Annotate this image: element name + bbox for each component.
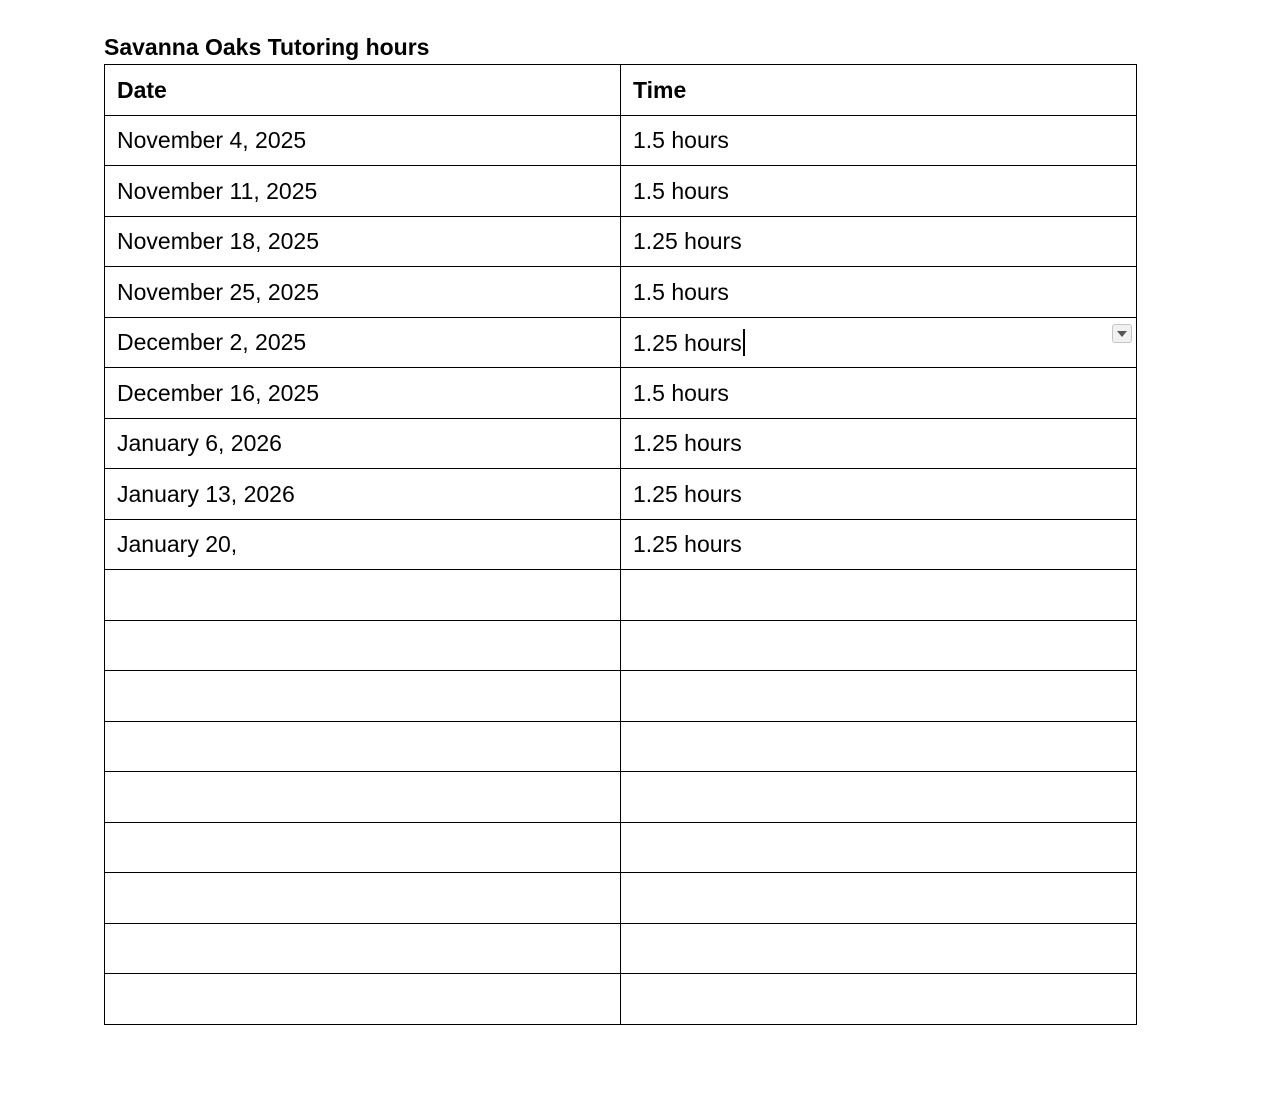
- date-cell[interactable]: [105, 822, 621, 873]
- time-cell[interactable]: [621, 873, 1137, 924]
- table-row: [105, 418, 1137, 469]
- date-cell-text: November 18, 2025: [117, 228, 320, 255]
- table-row: [105, 368, 1137, 419]
- table-row: [105, 216, 1137, 267]
- time-cell[interactable]: [621, 570, 1137, 621]
- table-row: [105, 570, 1137, 621]
- time-cell-text: 1.5 hours: [633, 379, 729, 406]
- tutoring-hours-table: [104, 64, 1137, 1025]
- time-cell[interactable]: [621, 469, 1137, 520]
- table-header-row: [105, 65, 1137, 116]
- table-row: [105, 267, 1137, 318]
- table-row: [105, 822, 1137, 873]
- date-cell[interactable]: [105, 570, 621, 621]
- date-cell[interactable]: [105, 519, 621, 570]
- time-cell[interactable]: [621, 620, 1137, 671]
- date-cell-text: January 6, 2026: [117, 430, 282, 457]
- time-cell-text: 1.25 hours: [633, 531, 742, 558]
- time-cell[interactable]: [621, 671, 1137, 722]
- date-cell[interactable]: [105, 974, 621, 1025]
- table-row: [105, 873, 1137, 924]
- time-cell[interactable]: [621, 772, 1137, 823]
- date-cell[interactable]: [105, 317, 621, 368]
- time-cell[interactable]: [621, 267, 1137, 318]
- time-cell[interactable]: [621, 519, 1137, 570]
- time-cell-text: 1.25 hours: [633, 228, 742, 255]
- date-cell[interactable]: [105, 620, 621, 671]
- time-cell-text: 1.25 hours: [633, 480, 742, 507]
- date-cell-text: November 11, 2025: [117, 177, 318, 204]
- date-cell-text: November 4, 2025: [117, 127, 307, 154]
- date-cell[interactable]: [105, 469, 621, 520]
- table-row: [105, 469, 1137, 520]
- time-cell[interactable]: [621, 418, 1137, 469]
- date-cell[interactable]: [105, 368, 621, 419]
- time-cell[interactable]: [621, 822, 1137, 873]
- time-cell[interactable]: [621, 317, 1137, 368]
- table-row: [105, 772, 1137, 823]
- document-title[interactable]: Savanna Oaks Tutoring hours: [104, 34, 430, 60]
- date-cell[interactable]: [105, 873, 621, 924]
- date-cell-text: November 25, 2025: [117, 278, 320, 305]
- time-cell-text: 1.5 hours: [633, 127, 729, 154]
- date-cell[interactable]: [105, 923, 621, 974]
- table-row: [105, 923, 1137, 974]
- table-row: [105, 166, 1137, 217]
- date-cell[interactable]: [105, 772, 621, 823]
- date-cell[interactable]: [105, 721, 621, 772]
- table-row: [105, 115, 1137, 166]
- chevron-down-icon[interactable]: [1112, 324, 1132, 343]
- header-cell-date[interactable]: Date: [105, 65, 621, 116]
- date-cell[interactable]: [105, 115, 621, 166]
- time-cell-text: 1.25 hours: [633, 329, 742, 356]
- table-row: [105, 974, 1137, 1025]
- date-cell-text: January 13, 2026: [117, 480, 295, 507]
- time-cell[interactable]: [621, 923, 1137, 974]
- time-cell[interactable]: [621, 974, 1137, 1025]
- time-cell[interactable]: [621, 166, 1137, 217]
- date-cell[interactable]: [105, 418, 621, 469]
- date-cell-text: December 2, 2025: [117, 329, 307, 356]
- time-cell[interactable]: [621, 721, 1137, 772]
- date-cell-text: January 20,: [117, 531, 238, 558]
- table-row: [105, 317, 1137, 368]
- table-row: [105, 671, 1137, 722]
- header-cell-time[interactable]: Time: [621, 65, 1137, 116]
- date-cell[interactable]: [105, 267, 621, 318]
- time-cell[interactable]: [621, 368, 1137, 419]
- table-row: [105, 721, 1137, 772]
- date-cell-text: December 16, 2025: [117, 379, 320, 406]
- date-cell[interactable]: [105, 166, 621, 217]
- table-row: [105, 620, 1137, 671]
- time-cell-text: 1.5 hours: [633, 278, 729, 305]
- time-cell[interactable]: [621, 216, 1137, 267]
- text-cursor: [743, 329, 745, 356]
- date-cell[interactable]: [105, 671, 621, 722]
- time-cell-text: 1.25 hours: [633, 430, 742, 457]
- table-row: [105, 519, 1137, 570]
- date-cell[interactable]: [105, 216, 621, 267]
- time-cell[interactable]: [621, 115, 1137, 166]
- time-cell-text: 1.5 hours: [633, 177, 729, 204]
